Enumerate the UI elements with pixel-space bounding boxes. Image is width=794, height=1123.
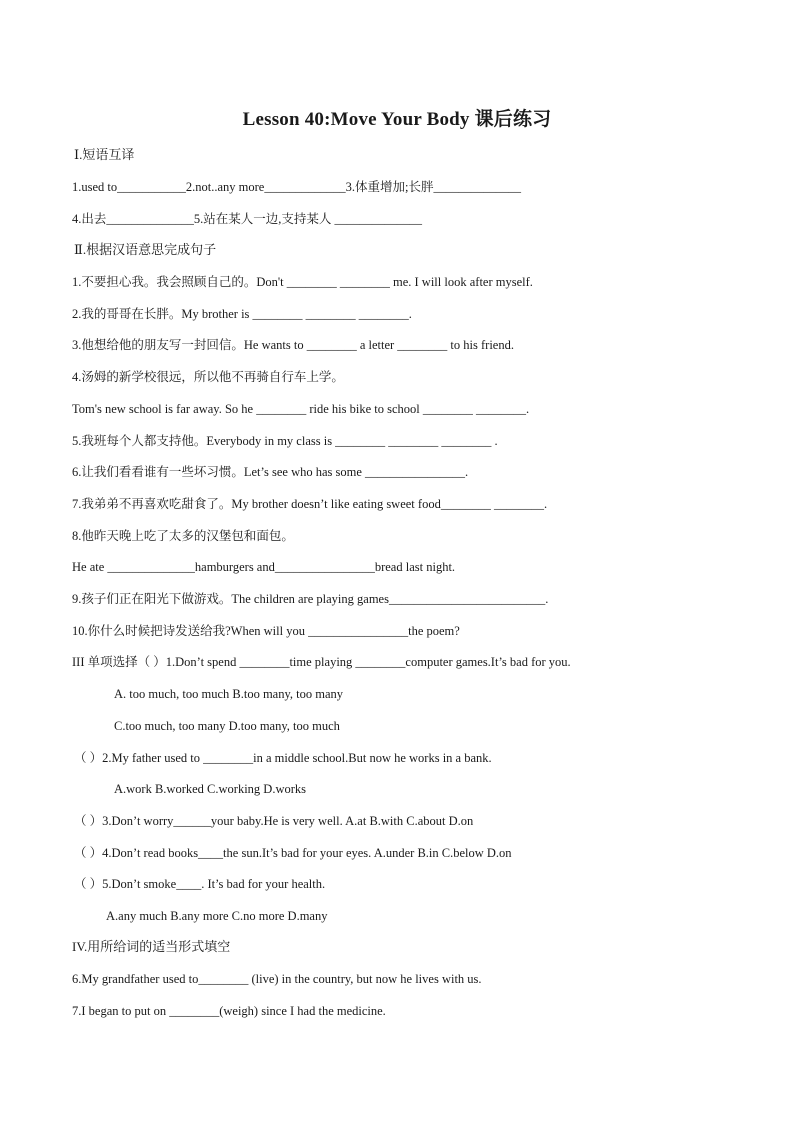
line: （ ）4.Don’t read books____the sun.It’s bad for your eyes. A.under B.in C.below D.on (74, 846, 512, 860)
line: 6.让我们看看谁有一些坏习惯。Let’s see who has some ________________. (72, 465, 469, 479)
line: 10.你什么时候把诗发送给我?When will you ________________the poem? (72, 624, 460, 638)
section-1-heading: Ⅰ.短语互译 (74, 147, 135, 162)
line: 8.他昨天晚上吃了太多的汉堡包和面包。 (72, 529, 294, 543)
line: 1.used to___________2.not..any more_____________3.体重增加;长胖______________ (72, 180, 521, 194)
line: 6.My grandfather used to________ (live) in the country, but now he lives with us. (72, 972, 482, 986)
line: （ ）5.Don’t smoke____. It’s bad for your health. (74, 877, 326, 891)
section-2-heading: Ⅱ.根据汉语意思完成句子 (74, 242, 217, 257)
line: （ ）3.Don’t worry______your baby.He is very well. A.at B.with C.about D.on (74, 814, 474, 828)
option-line: A.work B.worked C.working D.works (114, 782, 306, 796)
option-line: A.any much B.any more C.no more D.many (106, 909, 328, 923)
line: 7.I began to put on ________(weigh) since I had the medicine. (72, 1004, 386, 1018)
line: He ate ______________hamburgers and________________bread last night. (72, 560, 456, 574)
line: 3.他想给他的朋友写一封回信。He wants to ________ a letter ________ to his friend. (72, 338, 514, 352)
line: （ ）2.My father used to ________in a middle school.But now he works in a bank. (74, 751, 492, 765)
line: 1.不要担心我。我会照顾自己的。Don't ________ ________ me. I will look after myself. (72, 275, 533, 289)
line: Tom's new school is far away. So he ________ ride his bike to school ________ ________. (72, 402, 530, 416)
section-3-line: III 单项选择（ ）1.Don’t spend ________time playing ________computer games.It’s bad for you. (72, 655, 571, 669)
line: 4.汤姆的新学校很远，所以他不再骑自行车上学。 (72, 370, 344, 384)
page-title: Lesson 40:Move Your Body 课后练习 (242, 109, 552, 130)
section-4-heading: IV.用所给词的适当形式填空 (72, 939, 231, 954)
line: 4.出去______________5.站在某人一边,支持某人 ______________ (72, 212, 423, 226)
line: 9.孩子们正在阳光下做游戏。The children are playing games_________________________. (72, 592, 549, 606)
line: 7.我弟弟不再喜欢吃甜食了。My brother doesn’t like eating sweet food________ ________. (72, 497, 548, 511)
option-line: A. too much, too much B.too many, too many (114, 687, 344, 701)
line: 2.我的哥哥在长胖。My brother is ________ ________ ________. (72, 307, 412, 321)
line: 5.我班每个人都支持他。Everybody in my class is ________ ________ ________ . (72, 434, 498, 448)
option-line: C.too much, too many D.too many, too much (114, 719, 340, 733)
